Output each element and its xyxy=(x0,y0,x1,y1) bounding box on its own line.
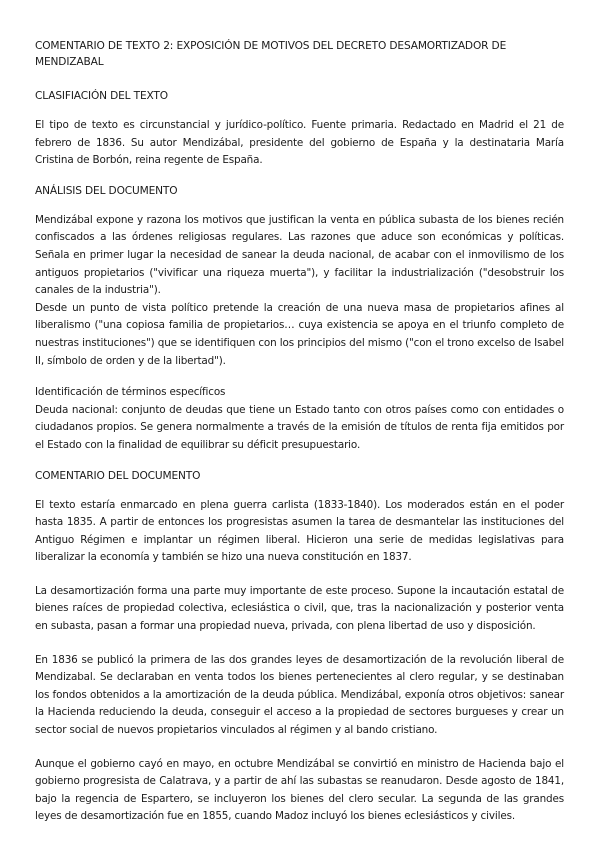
document-page xyxy=(35,38,564,826)
document-title: COMENTARIO DE TEXTO 2: EXPOSICIÓN DE MOTIVOS DEL DECRETO DESAMORTIZADOR DE MENDIZABAL xyxy=(35,40,507,68)
heading-analisis: ANÁLISIS DEL DOCUMENTO xyxy=(35,184,178,197)
paragraph-comentario-3: En 1836 se publicó la primera de las dos grandes leyes de desamortización de la revolución liberal de Mendizabal. Se declaraban en venta todos los bienes pertenecientes al clero regular, y se destinaban los fondos obtenidos a la amortización de la deuda pública. Mendizábal, exponía otros objetivos: sanear la Hacienda reduciendo la deuda, conseguir el acceso a la propiedad de sectores burgueses y crear un sector social de nuevos propietarios vinculados al régimen y al bando cristiano. xyxy=(35,653,564,737)
paragraph-analisis-2: Desde un punto de vista político pretende la creación de una nueva masa de propietarios afines al liberalismo ("una copiosa familia de propietarios… cuya existencia se apoya en el triunfo completo de nuestras instituciones") que se identifiquen con los principios del mismo ("con el trono excelso de Isabel II, símbolo de orden y de la libertad"). xyxy=(35,301,564,367)
heading-clasificacion: CLASIFIACIÓN DEL TEXTO xyxy=(35,90,168,102)
paragraph-comentario-2: La desamortización forma una parte muy importante de este proceso. Supone la incautación estatal de bienes raíces de propiedad colectiva, eclesiástica o civil, que, tras la nacionalización y posterior venta en subasta, pasan a formar una propiedad nueva, privada, con plena libertad de uso y disposición. xyxy=(35,584,564,633)
paragraph-analisis-1: Mendizábal expone y razona los motivos que justifican la venta en pública subasta de los bienes recién confiscados a las órdenes religiosas regulares. Las razones que aduce son económicas y políticas. Señala en primer lugar la necesidad de sanear la deuda nacional, de acabar con el inmovilismo de los antiguos propietarios ("vivificar una riqueza muerta"), y facilitar la industrialización ("desobstruir los canales de la industria"). xyxy=(35,213,564,297)
paragraph-clasificacion: El tipo de texto es circunstancial y jurídico-político. Fuente primaria. Redactado en Madrid el 21 de febrero de 1836. Su autor Mendizábal, presidente del gobierno de España y la destinataria María Cristina de Borbón, reina regente de España. xyxy=(35,119,564,167)
terms-paragraph: Deuda nacional: conjunto de deudas que tiene un Estado tanto con otros países como con entidades o ciudadanos propios. Se genera normalmente a través de la emisión de títulos de renta fija emitidos por el Estado con la finalidad de equilibrar su déficit presupuestario. xyxy=(35,403,564,451)
paragraph-comentario-1: El texto estaría enmarcado en plena guerra carlista (1833-1840). Los moderados están en el poder hasta 1835. A partir de entonces los progresistas asumen la tarea de desmantelar las instituciones del Antiguo Régimen e implantar un régimen liberal. Hicieron una serie de medidas legislativas para liberalizar la economía y también se hizo una nueva constitución en 1837. xyxy=(35,498,564,564)
terms-heading: Identificación de términos específicos xyxy=(35,386,226,399)
paragraph-comentario-4: Aunque el gobierno cayó en mayo, en octubre Mendizábal se convirtió en ministro de Hacienda bajo el gobierno progresista de Calatrava, y a partir de ahí las subastas se reanudaron. Desde agosto de 1841, bajo la regencia de Espartero, se incluyeron los bienes del clero secular. La segunda de las grandes leyes de desamortización fue en 1855, cuando Madoz incluyó los bienes eclesiásticos y civiles. xyxy=(35,757,564,823)
heading-comentario: COMENTARIO DEL DOCUMENTO xyxy=(35,469,201,482)
